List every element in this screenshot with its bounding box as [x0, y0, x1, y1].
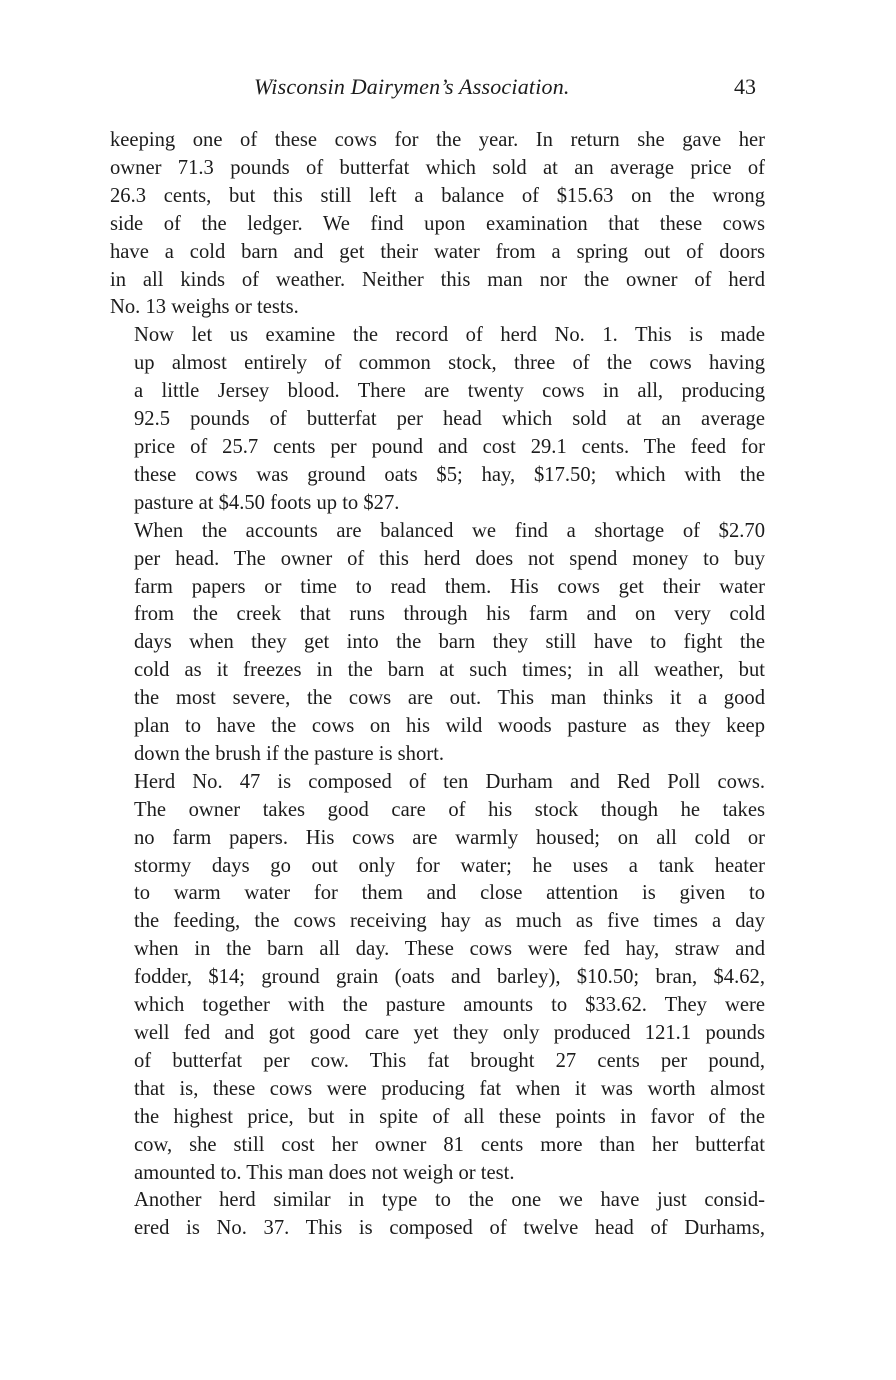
text-line: keeping one of these cows for the year. In return she gave her — [110, 129, 765, 151]
text-line: amounted to. This man does not weigh or test. — [134, 1161, 515, 1184]
text-line: Herd No. 47 is composed of ten Durham and Red Poll cows. — [134, 770, 765, 793]
text-line: owner 71.3 pounds of butterfat which sold at an average price of — [110, 156, 765, 179]
text-line: cold as it freezes in the barn at such times; in all weather, but — [134, 659, 765, 682]
text-line: cow, she still cost her owner 81 cents more than her butterfat — [134, 1133, 765, 1156]
text-line: no farm papers. His cows are warmly housed; on all cold or — [134, 826, 765, 849]
running-head — [108, 74, 768, 104]
text-line: farm papers or time to read them. His cows get their water — [134, 575, 765, 598]
text-line: the highest price, but in spite of all these points in favor of the — [134, 1105, 765, 1128]
text-line: have a cold barn and get their water from a spring out of doors — [110, 240, 765, 263]
text-line: these cows was ground oats $5; hay, $17.50; which with the — [134, 463, 765, 486]
page-number: 43 — [734, 74, 756, 99]
running-title: Wisconsin Dairymen’s Association. — [254, 74, 570, 99]
text-line: per head. The owner of this herd does not spend money to buy — [134, 547, 765, 570]
text-line: plan to have the cows on his wild woods pasture as they keep — [134, 715, 765, 738]
text-line: which together with the pasture amounts to $33.62. They were — [134, 994, 765, 1017]
text-line: No. 13 weighs or tests. — [110, 296, 299, 319]
text-line: stormy days go out only for water; he uses a tank heater — [134, 854, 765, 877]
text-line: when in the barn all day. These cows were fed hay, straw and — [134, 938, 765, 961]
text-line: When the accounts are balanced we find a shortage of $2.70 — [134, 519, 765, 542]
text-line: in all kinds of weather. Neither this man nor the owner of herd — [110, 268, 765, 291]
text-line: Another herd similar in type to the one we have just consid- — [134, 1189, 765, 1212]
text-line: that is, these cows were producing fat when it was worth almost — [134, 1077, 765, 1100]
text-line: a little Jersey blood. There are twenty cows in all, producing — [134, 380, 765, 403]
text-line: 26.3 cents, but this still left a balance of $15.63 on the wrong — [110, 184, 765, 207]
text-line: The owner takes good care of his stock though he takes — [134, 798, 765, 821]
text-line: ered is No. 37. This is composed of twelve head of Durhams, — [134, 1217, 765, 1240]
text-line: up almost entirely of common stock, three of the cows having — [134, 352, 765, 375]
text-line: days when they get into the barn they still have to fight the — [134, 631, 765, 654]
text-line: 92.5 pounds of butterfat per head which sold at an average — [134, 408, 765, 431]
paragraph — [110, 769, 765, 1188]
text-line: fodder, $14; ground grain (oats and barley), $10.50; bran, $4.62, — [134, 966, 765, 989]
text-line: down the brush if the pasture is short. — [134, 742, 445, 765]
text-line: from the creek that runs through his farm and on very cold — [134, 603, 765, 626]
text-line: Now let us examine the record of herd No. 1. This is made — [134, 324, 765, 347]
paragraph — [110, 1187, 765, 1243]
text-line: the most severe, the cows are out. This man thinks it a good — [134, 687, 765, 710]
text-line: well fed and got good care yet they only produced 121.1 pounds — [134, 1022, 765, 1044]
text-line: pasture at $4.50 foots up to $27. — [134, 491, 400, 514]
text-line: the feeding, the cows receiving hay as much as five times a day — [134, 910, 765, 933]
body-text — [110, 127, 765, 1243]
text-line: to warm water for them and close attention is given to — [134, 882, 765, 905]
paragraph — [110, 322, 765, 517]
text-line: side of the ledger. We find upon examination that these cows — [110, 212, 765, 235]
paragraph — [110, 127, 765, 322]
text-line: of butterfat per cow. This fat brought 27 cents per pound, — [134, 1049, 765, 1072]
paragraph — [110, 518, 765, 769]
text-line: price of 25.7 cents per pound and cost 29.1 cents. The feed for — [134, 435, 765, 458]
